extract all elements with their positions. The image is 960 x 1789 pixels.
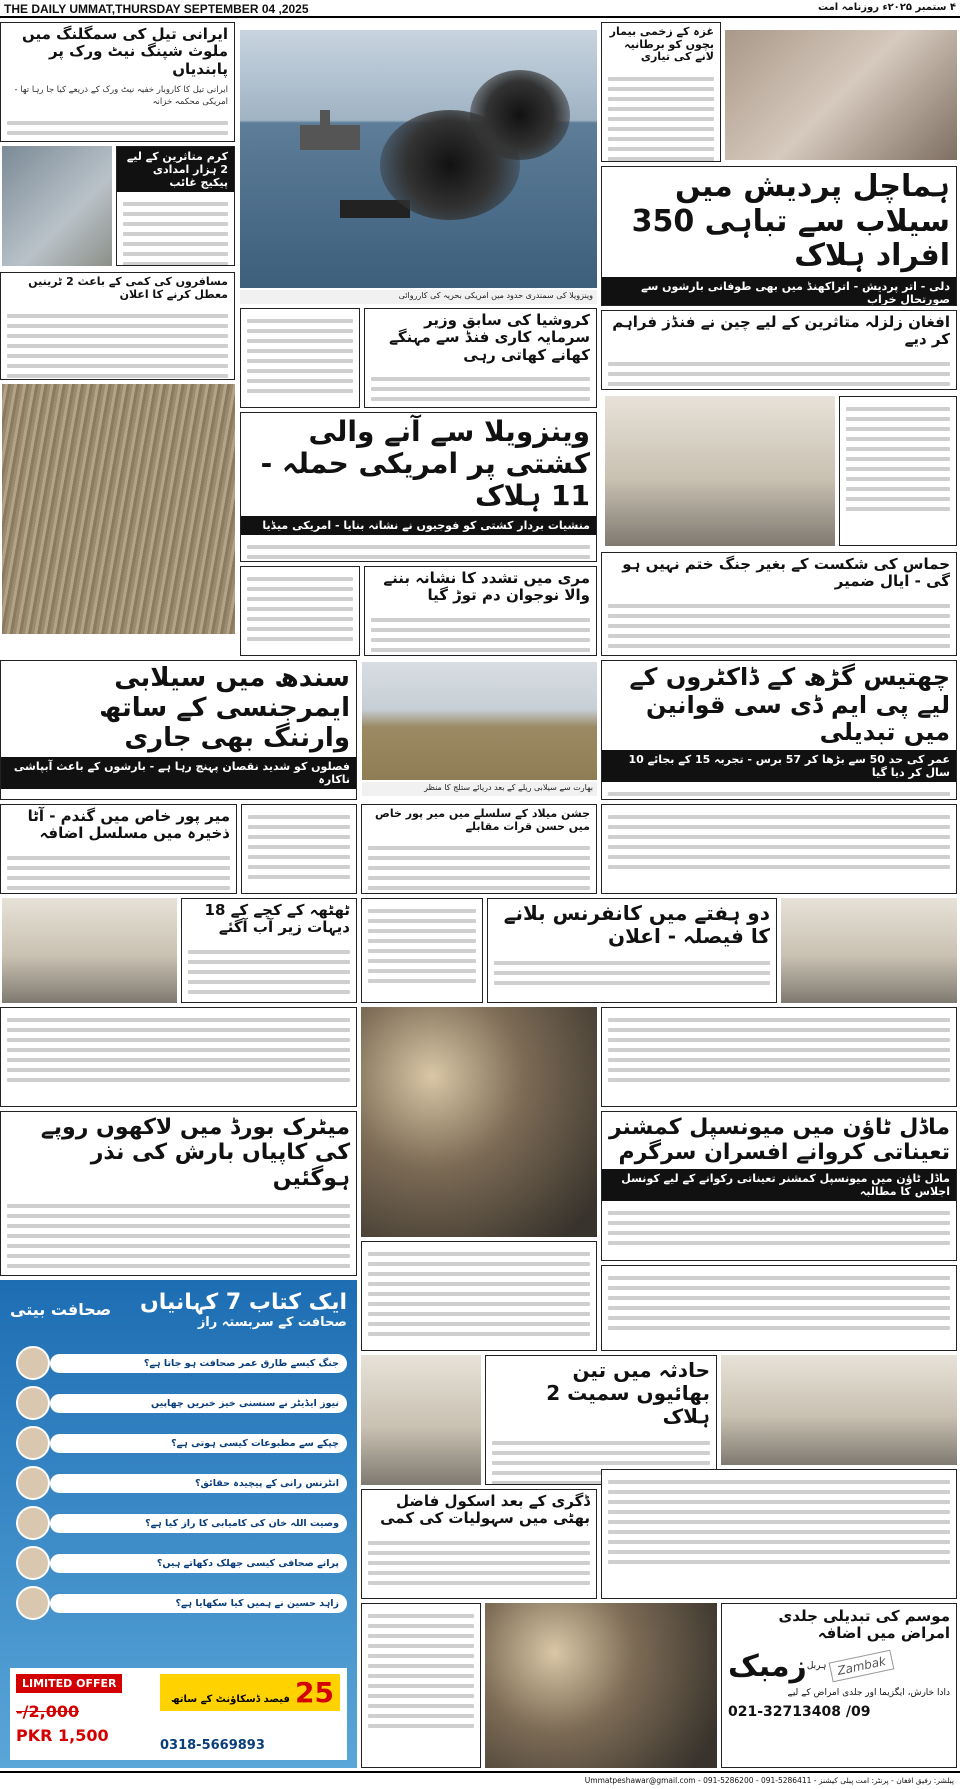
price-urdu: 1500 روپے میں گھر بیٹھے حاصل کریں bbox=[153, 1720, 340, 1731]
discount-box bbox=[160, 1674, 340, 1711]
story-croatia bbox=[364, 308, 597, 408]
story-headline: مری میں تشدد کا نشانہ بننے والا نوجوان دم توڑ گیا bbox=[383, 569, 590, 605]
author-avatar bbox=[16, 1466, 50, 1500]
ad-row-text: انٹرنس رانی کے پیچیدہ حقائق؟ bbox=[50, 1474, 347, 1493]
ad-book: صحافت بیتی bbox=[10, 1300, 112, 1319]
bridge-caption: بھارت سے سیلابی ریلے کے بعد دریائے ستلج کا منظر bbox=[362, 782, 597, 796]
zambak-phone: 021-32713408 /09 bbox=[728, 1703, 871, 1720]
zambak-desc: دادا خارش، ایگزیما اور جلدی امراض کے لیے bbox=[787, 1687, 950, 1698]
story-headline: ایرانی تیل کی سمگلنگ میں ملوث شپنگ نیٹ ورک پر پابندیاں bbox=[21, 25, 228, 78]
gathering-photo bbox=[361, 1007, 597, 1237]
story-thatta bbox=[181, 898, 357, 1003]
story-headline: ہماچل پردیش میں سیلاب سے تباہی 350 افراد ہلاک bbox=[631, 169, 950, 273]
ad-row bbox=[10, 1386, 347, 1420]
story-headline: جشن میلاد کے سلسلے میں میر پور خاص میں حسن قرات مقابلے bbox=[375, 807, 590, 833]
zambak-advert bbox=[721, 1603, 957, 1768]
story-mirpur-wheat bbox=[0, 804, 237, 894]
offer-box bbox=[10, 1668, 347, 1760]
visit-photo bbox=[721, 1355, 957, 1465]
zambak-tag: ہربل bbox=[806, 1661, 827, 1671]
masthead bbox=[0, 0, 960, 18]
ad-row bbox=[10, 1506, 347, 1540]
story-headline: افغان زلزلہ متاثرین کے لیے چین نے فنڈز فراہم کر دیے bbox=[612, 313, 950, 349]
story-headline: مسافروں کی کمی کے باعث 2 ٹرینیں معطل کرنے کا اعلان bbox=[28, 275, 228, 301]
ad-phone: 0318-5669893 bbox=[160, 1738, 265, 1753]
ad-row bbox=[10, 1586, 347, 1620]
ad-row-text: چپکے سے مطبوعات کیسی ہوتی ہے؟ bbox=[50, 1434, 347, 1453]
story-small-9 bbox=[361, 1241, 597, 1351]
story-small-8 bbox=[601, 1007, 957, 1107]
price-new: PKR 1,500 bbox=[16, 1726, 109, 1745]
story-small-11 bbox=[601, 1469, 957, 1599]
ad-row bbox=[10, 1466, 347, 1500]
story-afghan-quake bbox=[601, 310, 957, 390]
story-gaza-aid bbox=[601, 22, 721, 162]
bridge-photo bbox=[362, 662, 597, 780]
fire-photo bbox=[2, 146, 112, 266]
story-accident bbox=[485, 1355, 717, 1485]
author-avatar bbox=[16, 1546, 50, 1580]
story-small-12 bbox=[361, 1603, 481, 1768]
author-avatar bbox=[16, 1426, 50, 1460]
story-sindh-flood bbox=[0, 660, 357, 800]
story-doctors bbox=[601, 660, 957, 800]
masthead-right: ۴ ستمبر ۲۰۲۵ء روزنامہ امت bbox=[818, 2, 956, 13]
story-headline: کرم متاثرین کے لیے 2 ہزار امدادی پیکیج غائب bbox=[117, 147, 234, 192]
story-small-10 bbox=[601, 1265, 957, 1351]
story-headline: دو ہفتے میں کانفرنس بلانے کا فیصلہ - اعلان bbox=[503, 901, 770, 948]
story-passengers bbox=[0, 272, 235, 380]
book-advert bbox=[0, 1280, 357, 1768]
ad-row-text: پرانے صحافی کیسی جھلک دکھاتے ہیں؟ bbox=[50, 1554, 347, 1573]
story-hamas bbox=[601, 552, 957, 656]
story-headline: حادثہ میں تین بھائیوں سمیت 2 ہلاک bbox=[546, 1358, 710, 1428]
ad-row bbox=[10, 1346, 347, 1380]
story-subhead: منشیات بردار کشتی کو فوجیوں نے نشانہ بنایا - امریکی میڈیا bbox=[241, 516, 596, 535]
event-photo bbox=[485, 1603, 717, 1768]
story-iran-oil bbox=[0, 22, 235, 142]
story-headline: ٹھٹھہ کے کچے کے 18 دیہات زیر آب آگئے bbox=[204, 901, 350, 937]
story-headline: میٹرک بورڈ میں لاکھوں روپے کی کاپیاں بارش کی نذر ہوگئیں bbox=[40, 1115, 350, 1191]
story-himachal bbox=[601, 166, 957, 306]
story-small-1 bbox=[240, 308, 360, 408]
story-headline: میر پور خاص میں گندم - آٹا ذخیرہ میں مسلسل اضافہ bbox=[27, 807, 230, 843]
story-body: ایرانی تیل کا کاروبار خفیہ نیٹ ورک کے ذریعے کیا جا رہا تھا - امریکی محکمہ خزانہ bbox=[14, 84, 228, 108]
official-photo bbox=[781, 898, 957, 1003]
story-headline: حماس کی شکست کے بغیر جنگ ختم نہیں ہو گی - ایال ضمیر bbox=[622, 555, 950, 591]
story-conference bbox=[487, 898, 777, 1003]
children-photo bbox=[725, 30, 957, 160]
meeting-photo bbox=[605, 396, 835, 546]
ad-row-text: زاہد حسین نے ہمیں کیا سکھایا ہے؟ bbox=[50, 1594, 347, 1613]
zambak-brand: زمبک bbox=[728, 1648, 807, 1684]
story-milad bbox=[361, 804, 597, 894]
author-avatar bbox=[16, 1506, 50, 1540]
ad-row-text: نیوز ایڈیٹر نے سنسنی خیز خبریں چھاپیں bbox=[50, 1394, 347, 1413]
author-avatar bbox=[16, 1386, 50, 1420]
ad-row bbox=[10, 1546, 347, 1580]
author-avatar bbox=[16, 1346, 50, 1380]
zambak-tube: Zambak bbox=[829, 1650, 895, 1683]
story-headline: چھتیس گڑھ کے ڈاکٹروں کے لیے پی ایم ڈی سی قوانین میں تبدیلی bbox=[629, 663, 950, 747]
story-headline: ڈگری کے بعد اسکول فاضل بھٹی میں سہولیات کی کمی bbox=[380, 1492, 590, 1528]
story-venezuela bbox=[240, 412, 597, 562]
photo-caption: وینزویلا کی سمندری حدود میں امریکی بحریہ کی کارروائی bbox=[240, 290, 597, 304]
people-photo bbox=[361, 1355, 481, 1485]
story-small-5 bbox=[601, 804, 957, 894]
story-small-6 bbox=[361, 898, 483, 1003]
story-metric bbox=[0, 1111, 357, 1276]
weather-headline: موسم کی تبدیلی جلدی امراض میں اضافہ bbox=[778, 1607, 950, 1643]
office-photo bbox=[2, 898, 177, 1003]
discount-text: فیصد ڈسکاؤنٹ کے ساتھ bbox=[171, 1694, 290, 1705]
story-mari bbox=[364, 566, 597, 656]
story-subhead: ماڈل ٹاؤن میں میونسپل کمشنر تعیناتی رکوانے کے لیے کونسل اجلاس کا مطالبہ bbox=[602, 1169, 956, 1201]
story-school bbox=[361, 1489, 597, 1599]
story-kohat bbox=[116, 146, 235, 266]
story-small-4 bbox=[241, 804, 357, 894]
story-subhead: فصلوں کو شدید نقصان پہنچ رہا ہے - بارشوں کے باعث آبپاشی ناکارہ bbox=[1, 757, 356, 789]
story-headline: غزہ کے زخمی بیمار بچوں کو برطانیہ لانے کی تیاری bbox=[609, 25, 714, 64]
story-headline: کروشیا کی سابق وزیر سرمایہ کاری فنڈ سے مہنگے کھانے کھاتی رہی bbox=[389, 311, 590, 364]
ad-row-text: جنگ کیسے طارق عمر صحافت ہو جاتا ہے؟ bbox=[50, 1354, 347, 1373]
ad-row bbox=[10, 1426, 347, 1460]
story-headline: وینزویلا سے آنے والی کشتی پر امریکی حملہ - 11 ہلاک bbox=[260, 415, 590, 513]
field-photo bbox=[2, 384, 235, 634]
story-small-7 bbox=[0, 1007, 357, 1107]
author-avatar bbox=[16, 1586, 50, 1620]
ad-subtitle: صحافت کے سربستہ راز bbox=[197, 1315, 347, 1330]
navy-ship-photo bbox=[240, 30, 597, 288]
story-headline: سندھ میں سیلابی ایمرجنسی کے ساتھ وارننگ بھی جاری bbox=[99, 663, 350, 753]
discount-value: 25 bbox=[295, 1676, 334, 1709]
story-subhead: عمر کی حد 50 سے بڑھا کر 57 برس - تجربہ 15 کے بجائے 10 سال کر دیا گیا bbox=[602, 750, 956, 782]
ad-title: ایک کتاب 7 کہانیاں bbox=[140, 1290, 347, 1315]
story-subhead: دلی - اتر پردیش - اتراکھنڈ میں بھی طوفانی بارشوں سے صورتحال خراب bbox=[602, 277, 956, 307]
story-model-town bbox=[601, 1111, 957, 1261]
ad-row-text: وصیت اللہ خان کی کامیابی کا راز کیا ہے؟ bbox=[50, 1514, 347, 1533]
ad-row-list bbox=[0, 1336, 357, 1630]
footer: پبلشر: رفیق افغان - پرنٹر: امت پبلی کیشنز - Ummatpeshawar@gmail.com - 091-5286200 - 091-5286411 bbox=[0, 1771, 960, 1789]
price-old: 2,000/- bbox=[16, 1702, 80, 1721]
story-headline: ماڈل ٹاؤن میں میونسپل کمشنر تعیناتی کروانے افسران سرگرم bbox=[608, 1115, 950, 1166]
story-small-3 bbox=[839, 396, 957, 546]
masthead-left: THE DAILY UMMAT,THURSDAY SEPTEMBER 04 ,2025 bbox=[4, 2, 309, 16]
story-small-2 bbox=[240, 566, 360, 656]
offer-label: LIMITED OFFER bbox=[16, 1674, 122, 1693]
